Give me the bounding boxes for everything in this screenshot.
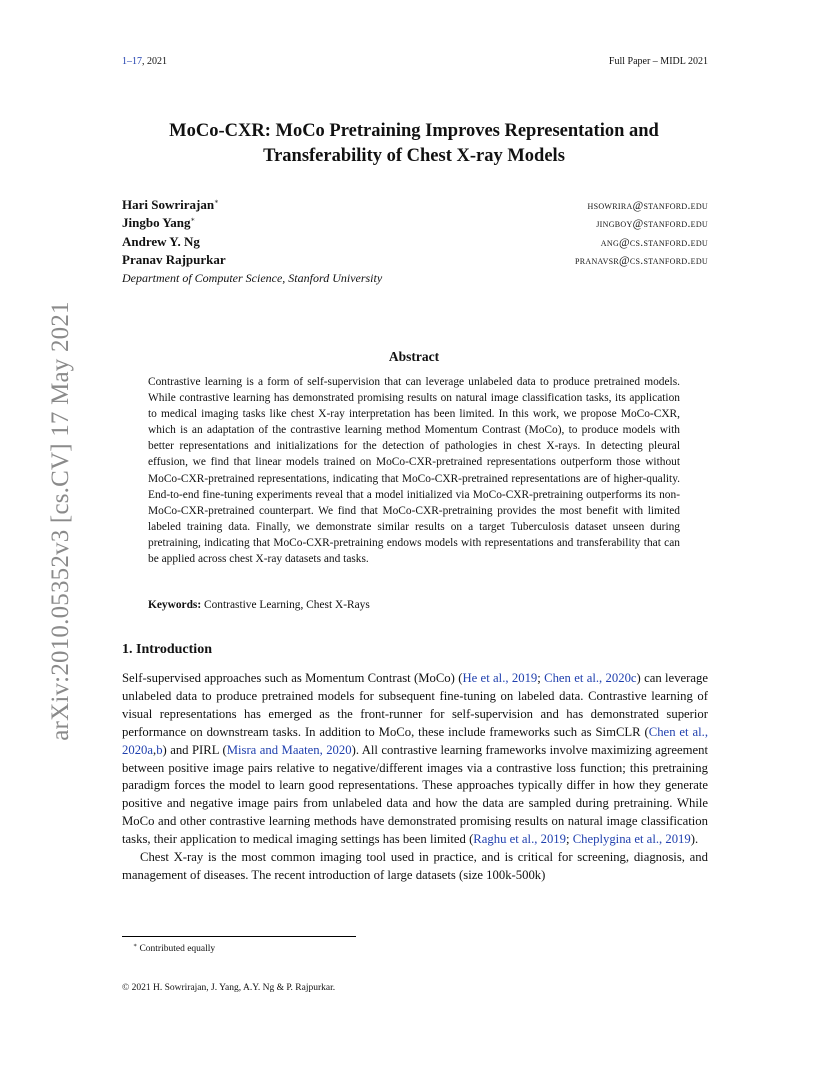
page-range-link[interactable]: 1–17: [122, 56, 142, 67]
author-name: Andrew Y. Ng: [122, 233, 200, 249]
citation-link[interactable]: Chen et al., 2020a: [122, 724, 708, 757]
intro-paragraph-1: Self-supervised approaches such as Momentum Contrast (MoCo) (He et al., 2019; Chen et al., 2020c) can leverage unlabeled data to produce pretrained models for subsequent fine-tuning on labeled data. Contrastive learning of visual representations has emerged as the front-runner for self-supervision and has demonstrated superior performance on downstream tasks. In addition to MoCo, these include frameworks such as SimCLR (Chen et al., 2020a,b) and PIRL (Misra and Maaten, 2020). All contrastive learning frameworks involve maximizing agreement between positive image pairs relative to negative/different images via a contrastive loss function; this pretraining paradigm forces the model to learn good representations. These approaches typically differ in how they generate positive and negative image pairs from unlabeled data and how the data are sampled during pretraining. While MoCo and other contrastive learning methods have demonstrated promising results on natural image classification tasks, their application to medical imaging settings has been limited (Raghu et al., 2019; Cheplygina et al., 2019).: [122, 671, 709, 847]
author-row: [122, 234, 708, 252]
arxiv-identifier: arXiv:2010.05352v3 [cs.CV] 17 May 2021: [47, 301, 74, 741]
keywords: [148, 599, 370, 611]
paper-title: [100, 119, 728, 169]
author-email: jingboy@stanford.edu: [596, 218, 708, 231]
author-email: ang@cs.stanford.edu: [600, 236, 708, 249]
author-row: [122, 197, 708, 215]
running-header-left: [122, 56, 167, 67]
citation-link[interactable]: He et al., 2019: [462, 671, 538, 685]
author-list: [122, 197, 708, 270]
citation-link[interactable]: b: [156, 742, 163, 757]
author-email: pranavsr@cs.stanford.edu: [574, 254, 708, 267]
citation-link[interactable]: Misra and Maaten, 2020: [226, 742, 352, 757]
author-row: [122, 252, 708, 270]
citation-link[interactable]: Raghu et al., 2019: [473, 832, 566, 847]
title-line-1: MoCo-CXR: MoCo Pretraining Improves Representation and: [169, 121, 659, 141]
author-name: Jingbo Yang∗: [122, 215, 196, 231]
author-name: Pranav Rajpurkar: [122, 251, 226, 267]
section-heading: 1. Introduction: [122, 642, 212, 657]
title-line-2: Transferability of Chest X-ray Models: [263, 146, 565, 166]
abstract-heading: Abstract: [388, 349, 440, 364]
author-name: Hari Sowrirajan∗: [122, 197, 219, 212]
author-email: hsowrira@stanford.edu: [587, 200, 708, 212]
keywords-text: Contrastive Learning, Chest X-Rays: [204, 599, 370, 611]
arxiv-sidebar: [36, 281, 86, 761]
copyright-notice: © 2021 H. Sowrirajan, J. Yang, A.Y. Ng & P. Rajpurkar.: [122, 983, 336, 993]
affiliation: Department of Computer Science, Stanford University: [122, 271, 383, 285]
author-row: [122, 215, 708, 233]
footnote: ∗ Contributed equally: [133, 943, 216, 955]
abstract-body: Contrastive learning is a form of self-supervision that can leverage unlabeled data to produce pretrained models. While contrastive learning has demonstrated promising results on natural image classification tasks, its application to medical imaging tasks like chest X-ray interpretation has been limited. In this work, we propose MoCo-CXR, which is an adaptation of the contrastive learning method Momentum Contrast (MoCo), to produce models with better representations and initializations for the detection of pathologies in chest X-rays. In detecting pleural effusion, we find that linear models trained on MoCo-CXR-pretrained representations outperform those without MoCo-CXR-pretrained representations, indicating that MoCo-CXR-pretrained representations are of higher-quality. End-to-end fine-tuning experiments reveal that a model initialized via MoCo-CXR-pretraining outperforms its non-MoCo-CXR-pretrained counterpart. We find that MoCo-CXR-pretraining provides the most benefit with limited labeled training data. Finally, we demonstrate similar results on a target Tuberculosis dataset unseen during pretraining, indicating that MoCo-CXR-pretraining endows models with representations and transferability that can be applied across chest X-ray datasets and tasks.: [148, 376, 680, 566]
intro-paragraph-2: Chest X-ray is the most common imaging tool used in practice, and is critical for screening, diagnosis, and management of diseases. The recent introduction of large datasets (size 100k-500k): [122, 850, 708, 882]
header-year: , 2021: [142, 56, 167, 67]
running-header-right: Full Paper – MIDL 2021: [608, 56, 708, 67]
citation-link[interactable]: Cheplygina et al., 2019: [572, 832, 691, 847]
intro-body: [122, 670, 708, 885]
citation-link[interactable]: Chen et al., 2020c: [544, 671, 637, 685]
keywords-label: Keywords:: [148, 599, 202, 611]
footnote-rule: [122, 936, 356, 937]
